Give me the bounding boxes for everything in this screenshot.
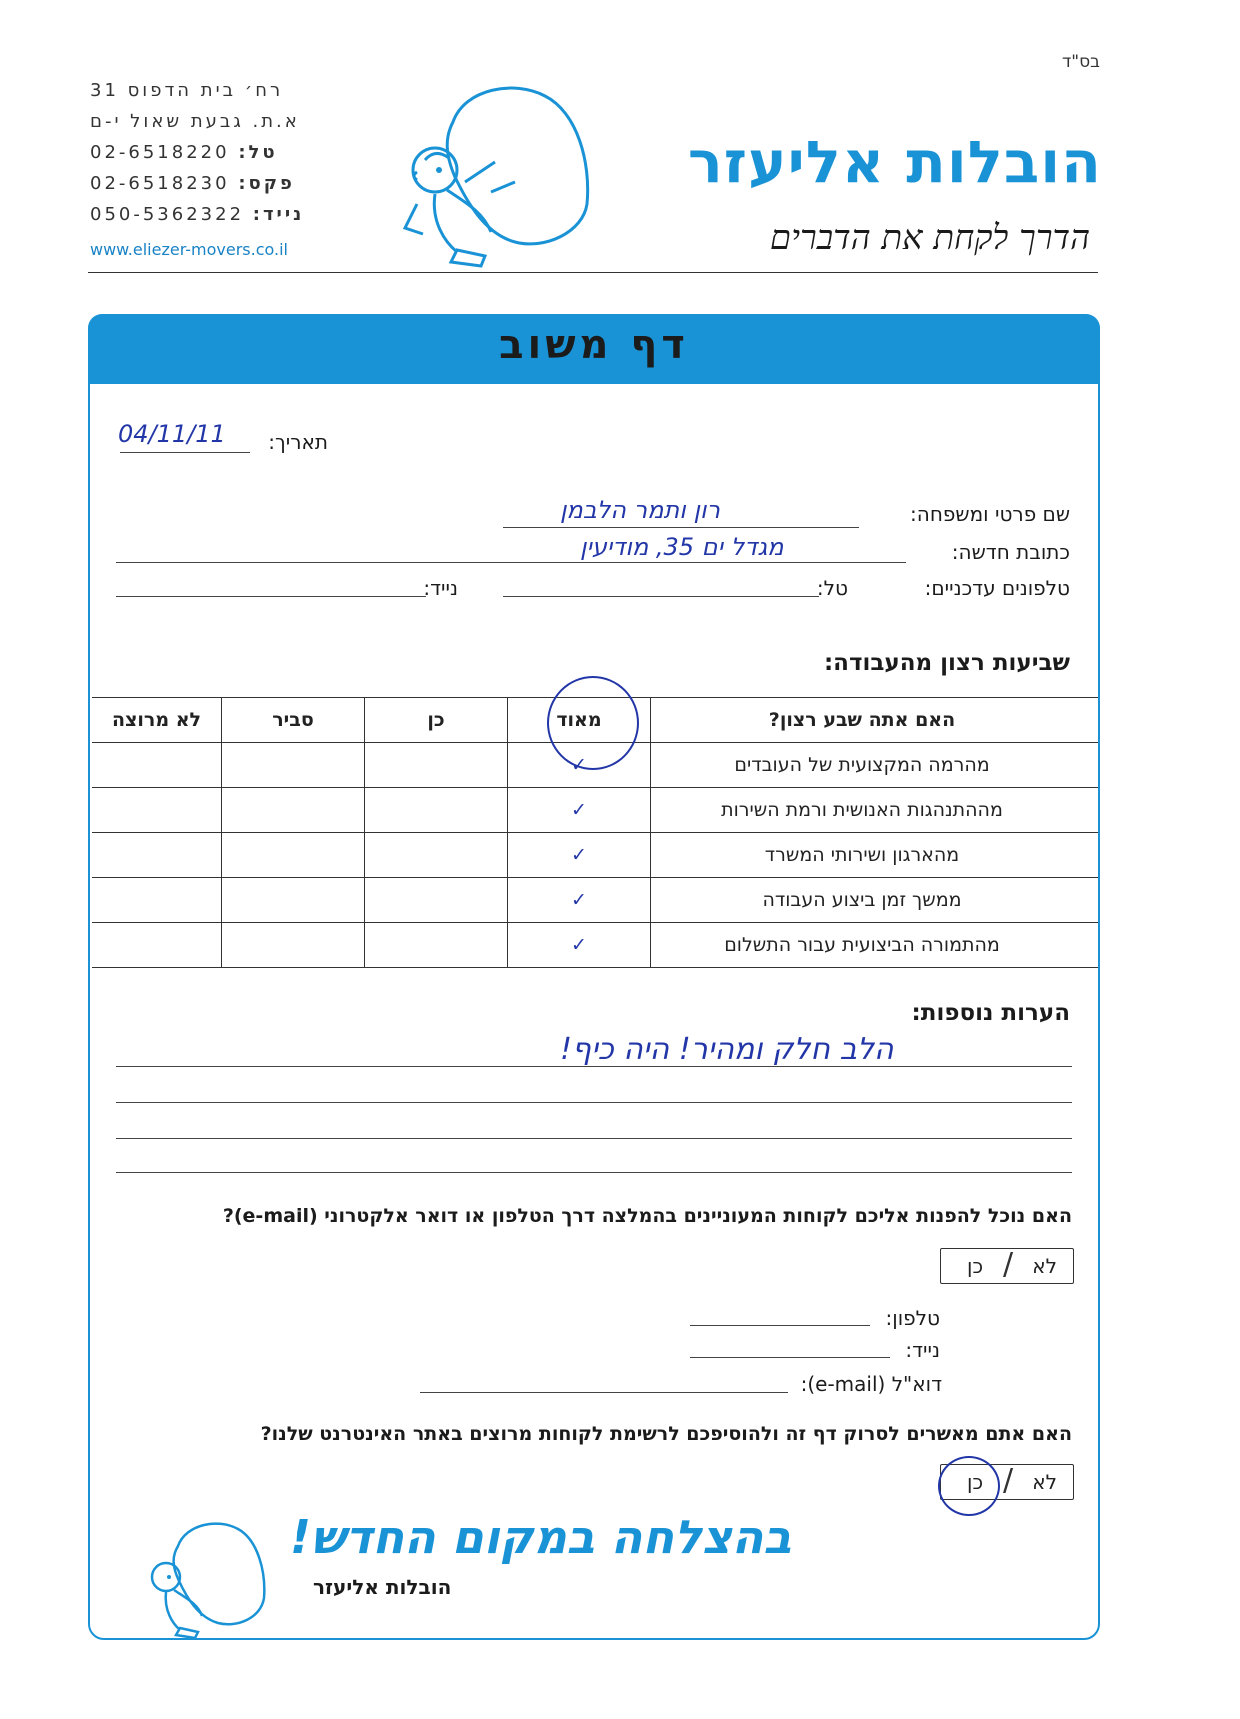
consent-yes[interactable]: כן — [967, 1470, 984, 1494]
empty-cell[interactable] — [92, 878, 222, 923]
col-reasonable: סביר — [222, 698, 365, 743]
comment-line-2 — [116, 1102, 1072, 1103]
mobile-value: 050-5362322 — [90, 204, 245, 225]
phone-line — [90, 142, 330, 163]
empty-cell[interactable] — [92, 833, 222, 878]
row-label: מהרמה המקצועית של העובדים — [651, 743, 1099, 788]
checkmark[interactable]: ✓ — [508, 878, 651, 923]
row-label: מההתנהגות האנושית ורמת השירות — [651, 788, 1099, 833]
fax-label: פקס: — [238, 173, 295, 194]
phones-mobile-label: נייד: — [423, 576, 458, 600]
address-value[interactable]: מגדל ים 35, מודיעין — [580, 533, 784, 561]
mobile-field-line — [116, 596, 426, 597]
company-name: הובלות אליעזר — [687, 128, 1102, 196]
comment-line-3 — [116, 1138, 1072, 1139]
checkmark[interactable]: ✓ — [508, 833, 651, 878]
consent-no[interactable]: לא — [1032, 1470, 1057, 1494]
checkmark[interactable]: ✓ — [508, 743, 651, 788]
table-row — [92, 923, 1098, 968]
empty-cell[interactable] — [365, 743, 508, 788]
empty-cell[interactable] — [365, 923, 508, 968]
referral-no[interactable]: לא — [1032, 1254, 1057, 1278]
choice-divider: / — [1003, 1463, 1014, 1498]
empty-cell[interactable] — [365, 788, 508, 833]
address-label: כתובת חדשה: — [951, 540, 1070, 564]
phone-label: טל: — [238, 142, 278, 163]
footer-company: הובלות אליעזר — [313, 1575, 452, 1599]
date-label: תאריך: — [268, 430, 328, 454]
empty-cell[interactable] — [92, 923, 222, 968]
date-line — [120, 452, 250, 453]
question-header: האם אתה שבע רצון? — [651, 698, 1099, 743]
referral-phone-line — [690, 1325, 870, 1326]
empty-cell[interactable] — [92, 788, 222, 833]
referral-yes[interactable]: כן — [967, 1254, 984, 1278]
satisfaction-title: שביעות רצון מהעבודה: — [823, 650, 1070, 676]
row-label: מהארגון ושירותי המשרד — [651, 833, 1099, 878]
website-link[interactable]: www.eliezer-movers.co.il — [90, 240, 288, 259]
referral-mobile-label: נייד: — [905, 1338, 940, 1362]
row-label: מהתמורה הביצועית עבור התשלום — [651, 923, 1099, 968]
col-not-satisfied: לא מרוצה — [92, 698, 222, 743]
very-circle-mark — [547, 676, 639, 770]
address-line-1: רח׳ בית הדפוס 31 — [90, 80, 284, 101]
address-line — [116, 562, 906, 563]
date-value[interactable]: 04/11/11 — [118, 420, 226, 448]
name-value[interactable]: רון ותמר הלבמן — [560, 496, 721, 524]
mobile-label: נייד: — [252, 204, 305, 225]
empty-cell[interactable] — [222, 923, 365, 968]
empty-cell[interactable] — [222, 743, 365, 788]
mobile-line — [90, 204, 330, 225]
name-label: שם פרטי ומשפחה: — [910, 502, 1070, 526]
referral-question: האם נוכל להפנות אליכם לקוחות המעוניינים בהמלצה דרך הטלפון או דואר אלקטרוני (e-mail)? — [222, 1205, 1072, 1227]
fax-line — [90, 173, 330, 194]
table-row — [92, 833, 1098, 878]
empty-cell[interactable] — [222, 788, 365, 833]
col-yes: כן — [365, 698, 508, 743]
choice-divider: / — [1003, 1247, 1014, 1282]
closing-message: בהצלחה במקום החדש! — [290, 1510, 792, 1564]
company-slogan: הדרך לקחת את הדברים — [769, 218, 1090, 258]
bsd-mark: בס"ד — [1062, 52, 1100, 72]
tel-line — [503, 596, 819, 597]
address-line-2: א.ת. גבעת שאול י-ם — [90, 111, 300, 132]
checkmark[interactable]: ✓ — [508, 788, 651, 833]
form-title: דף משוב — [499, 322, 689, 368]
comments-title: הערות נוספות: — [911, 1000, 1070, 1026]
comment-line-4 — [116, 1172, 1072, 1173]
referral-email-line — [420, 1392, 788, 1393]
fax-value: 02-6518230 — [90, 173, 230, 194]
mover-mascot-small-logo — [140, 1520, 280, 1642]
table-row — [92, 878, 1098, 923]
header-divider — [88, 272, 1098, 273]
phone-value: 02-6518220 — [90, 142, 230, 163]
comments-value[interactable]: הלב חלק ומהיר! היה כיף! — [560, 1032, 894, 1067]
referral-choice-box — [940, 1248, 1074, 1284]
consent-question: האם אתם מאשרים לסרוק דף זה ולהוסיפכם לרשימת לקוחות מרוצים באתר האינטרנט שלנו? — [260, 1423, 1072, 1445]
table-row — [92, 788, 1098, 833]
empty-cell[interactable] — [222, 878, 365, 923]
referral-phone-label: טלפון: — [885, 1306, 940, 1330]
checkmark[interactable]: ✓ — [508, 923, 651, 968]
name-line — [503, 527, 859, 528]
empty-cell[interactable] — [365, 833, 508, 878]
mover-mascot-logo — [395, 82, 615, 272]
phones-tel-label: טל: — [816, 576, 848, 600]
row-label: ממשך זמן ביצוע העבודה — [651, 878, 1099, 923]
consent-yes-circle-mark — [938, 1456, 1000, 1516]
referral-email-label: דוא"ל (e-mail): — [800, 1372, 942, 1396]
referral-mobile-line — [690, 1357, 890, 1358]
empty-cell[interactable] — [92, 743, 222, 788]
phones-label: טלפונים עדכניים: — [924, 576, 1070, 600]
empty-cell[interactable] — [222, 833, 365, 878]
empty-cell[interactable] — [365, 878, 508, 923]
col-very: מאוד — [508, 698, 651, 743]
